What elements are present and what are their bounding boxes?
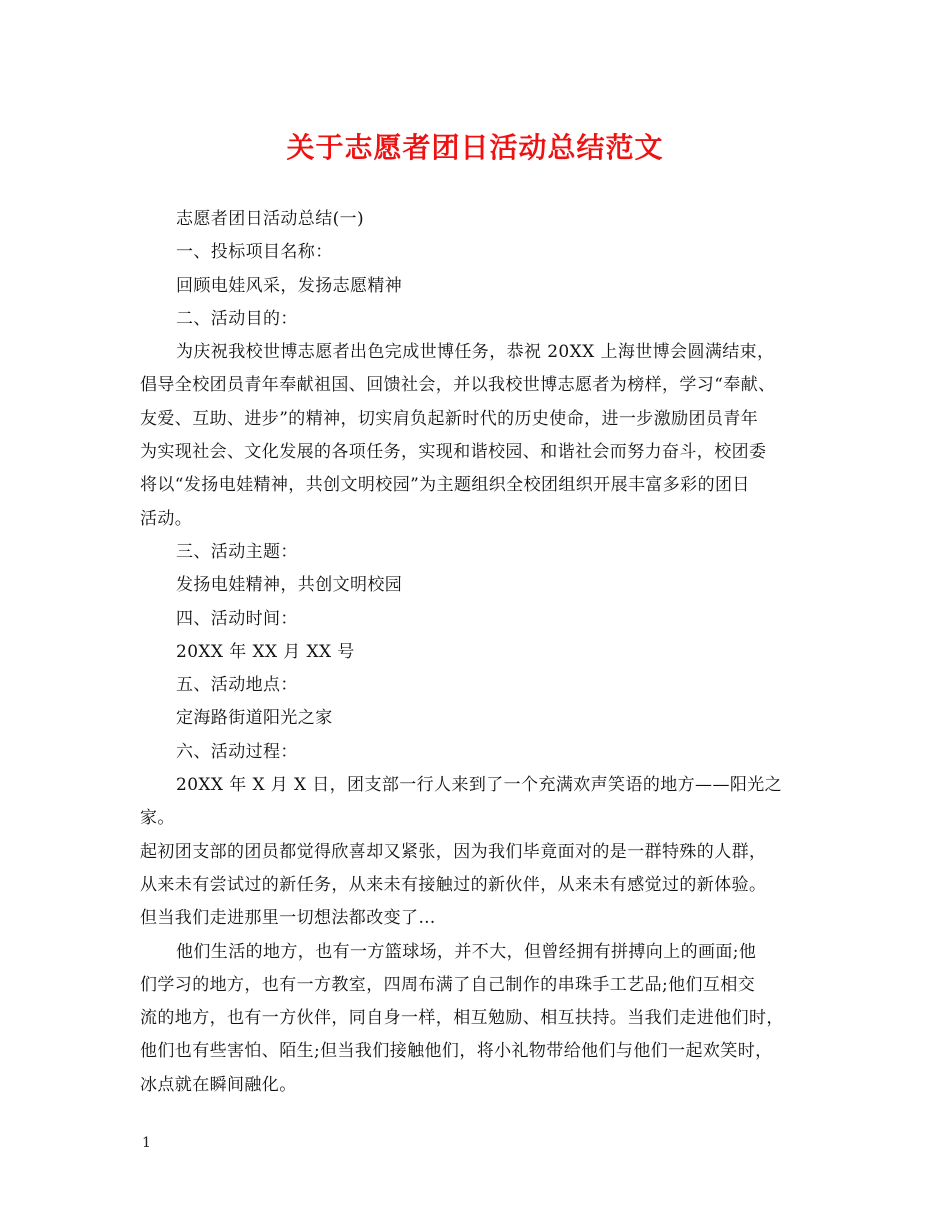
body-line: 回顾电娃风采，发扬志愿精神 bbox=[176, 275, 403, 296]
body-line: 为庆祝我校世博志愿者出色完成世博任务，恭祝 20XX 上海世博会圆满结束， bbox=[176, 342, 775, 363]
body-line: 20XX 年 X 月 X 日，团支部一行人来到了一个充满欢声笑语的地方——阳光之家。 bbox=[140, 775, 783, 829]
body-line: 为实现社会、文化发展的各项任务，实现和谐校园、和谐社会而努力奋斗，校团委 bbox=[140, 442, 767, 463]
body-line: 活动。 bbox=[140, 508, 193, 529]
body-line: 友爱、互助、进步”的精神，切实肩负起新时代的历史使命，进一步激励团员青年 bbox=[140, 408, 759, 429]
body-line: 从来未有尝试过的新任务，从来未有接触过的新伙伴，从来未有感觉过的新体验。 bbox=[140, 874, 767, 895]
body-line: 冰点就在瞬间融化。 bbox=[140, 1074, 297, 1095]
body-line: 一、投标项目名称： bbox=[176, 242, 333, 263]
body-line: 定海路街道阳光之家 bbox=[176, 708, 333, 729]
body-line: 三、活动主题： bbox=[176, 541, 298, 562]
body-line: 他们也有些害怕、陌生;但当我们接触他们，将小礼物带给他们与他们一起欢笑时， bbox=[140, 1041, 773, 1062]
body-line: 六、活动过程： bbox=[176, 741, 298, 762]
body-line: 们学习的地方，也有一方教室，四周布满了自己制作的串珠手工艺品;他们互相交 bbox=[140, 974, 756, 995]
page-number: 1 bbox=[142, 1135, 151, 1151]
body-line: 20XX 年 XX 月 XX 号 bbox=[176, 641, 355, 662]
body-line: 二、活动目的： bbox=[176, 308, 298, 329]
body-line: 他们生活的地方，也有一方篮球场，并不大，但曾经拥有拼搏向上的画面;他 bbox=[176, 941, 757, 962]
body-line: 将以“发扬电娃精神，共创文明校园”为主题组织全校团组织开展丰富多彩的团日 bbox=[140, 475, 750, 496]
body-line: 流的地方，也有一方伙伴，同自身一样，相互勉励、相互扶持。当我们走进他们时， bbox=[140, 1008, 784, 1029]
body-line: 但当我们走进那里一切想法都改变了… bbox=[140, 908, 436, 929]
body-line: 发扬电娃精神，共创文明校园 bbox=[176, 575, 403, 596]
body-line: 四、活动时间： bbox=[176, 608, 298, 629]
body-line: 志愿者团日活动总结(一) bbox=[176, 209, 365, 229]
document-body bbox=[140, 203, 815, 1102]
document-title: 关于志愿者团日活动总结范文 bbox=[286, 131, 664, 164]
body-line: 起初团支部的团员都觉得欣喜却又紧张，因为我们毕竟面对的是一群特殊的人群， bbox=[140, 841, 767, 862]
body-line: 倡导全校团员青年奉献祖国、回馈社会，并以我校世博志愿者为榜样，学习“奉献、 bbox=[140, 375, 776, 396]
body-line: 五、活动地点： bbox=[176, 675, 298, 696]
